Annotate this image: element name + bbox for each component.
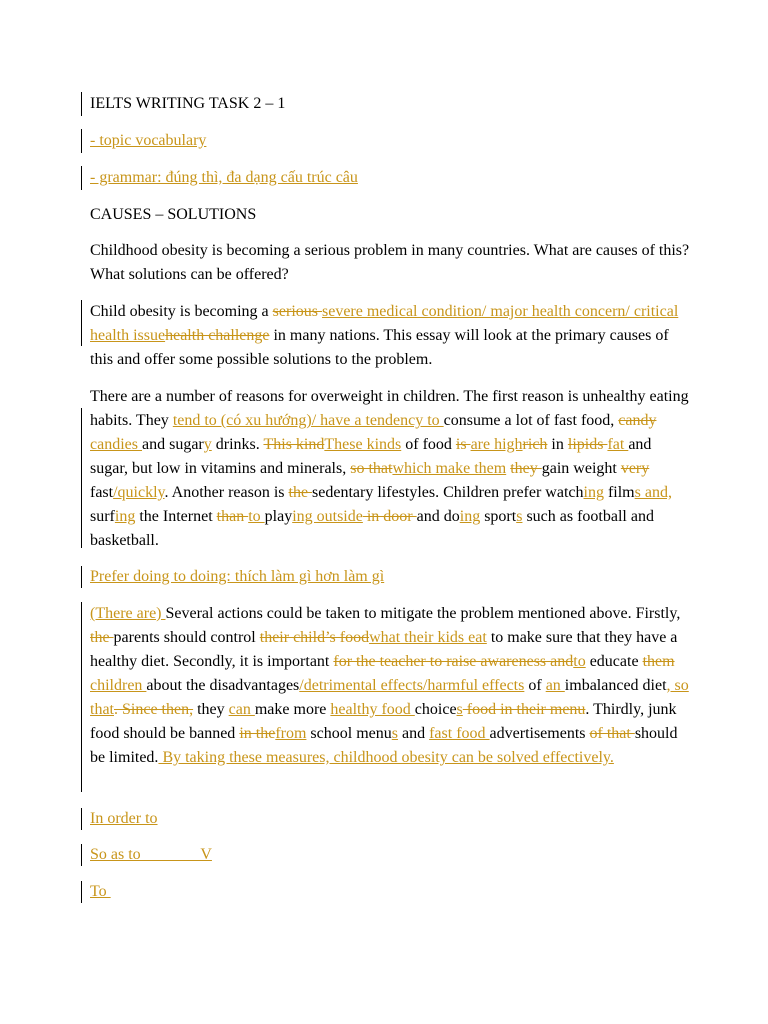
change-bar [81, 166, 82, 190]
intro-paragraph [90, 300, 690, 372]
body-text: Child obesity is becoming a [90, 303, 273, 320]
body-text: fast [90, 484, 114, 501]
inserted-text: ing [114, 508, 136, 525]
deleted-text: for the teacher to raise awareness and [333, 653, 574, 670]
inserted-text: fast food [429, 725, 490, 742]
inserted-text: , so that [90, 677, 689, 718]
inserted-text: These kinds [324, 436, 402, 453]
body-text: and sugar, but low in vitamins and minerals, [90, 436, 652, 477]
body-text: of food [401, 436, 456, 453]
body-text: gain weight [541, 460, 621, 477]
deleted-text: is [455, 436, 471, 453]
inserted-text: Prefer doing to doing: thích làm gì hơn làm gì [90, 568, 385, 585]
body-text: film [603, 484, 635, 501]
inserted-text: s [391, 725, 398, 742]
inserted-text: can [228, 701, 255, 718]
deleted-text: of that [589, 725, 635, 742]
deleted-text: health challenge [165, 327, 270, 344]
body-text: . Another reason is [164, 484, 289, 501]
change-bar [81, 566, 82, 588]
note-grammar: - grammar: đúng thì, đa dạng cấu trúc câu [90, 169, 358, 186]
inserted-text: from [275, 725, 307, 742]
note-in-order-to: In order to [90, 810, 158, 827]
deleted-text: rich [522, 436, 548, 453]
inserted-text: what their kids eat [369, 629, 487, 646]
body-text: and [397, 725, 430, 742]
deleted-text: food in their menu [462, 701, 586, 718]
inserted-text: children [90, 677, 147, 694]
body-text: advertisements [489, 725, 590, 742]
essay-prompt: Childhood obesity is becoming a serious problem in many countries. What are causes of this? What solutions can be offered? [90, 242, 690, 283]
deleted-text: lipids [567, 436, 608, 453]
causes-paragraph [90, 385, 690, 553]
body-text: educate [585, 653, 643, 670]
section-heading: CAUSES – SOLUTIONS [90, 206, 257, 223]
body-text: sport [480, 508, 517, 525]
deleted-text: in the [239, 725, 276, 742]
solutions-paragraph [90, 602, 690, 770]
note-so-as-to: So as to V [90, 846, 212, 863]
body-text: Several actions could be taken to mitigate the problem mentioned above. Firstly, [165, 605, 681, 622]
inserted-text: healthy food [330, 701, 415, 718]
inserted-text: s and, [634, 484, 672, 501]
deleted-text: so that [350, 460, 393, 477]
body-text: and sugar [141, 436, 204, 453]
body-text: of [524, 677, 546, 694]
body-text: choice [414, 701, 457, 718]
change-bar [81, 92, 82, 116]
body-text: and do [416, 508, 460, 525]
inserted-text: y [203, 436, 212, 453]
inserted-text: which make them [392, 460, 507, 477]
inserted-text: /quickly [113, 484, 165, 501]
deleted-text: the [90, 629, 114, 646]
inserted-text: severe medical condition/ major health concern/ critical health issue [90, 303, 679, 344]
document-title: IELTS WRITING TASK 2 – 1 [90, 95, 286, 112]
inserted-text: ing [459, 508, 481, 525]
inserted-text: s [516, 508, 523, 525]
inserted-text: ing [583, 484, 604, 501]
deleted-text: than [216, 508, 249, 525]
inserted-text: By taking these measures, childhood obesity can be solved effectively. [158, 749, 614, 766]
deleted-text: . Since then, [114, 701, 194, 718]
body-text: to make sure that they have a healthy diet. Secondly, it is important [90, 629, 678, 670]
deleted-text: serious [272, 303, 322, 320]
body-text: parents should control [113, 629, 260, 646]
deleted-text: the [288, 484, 313, 501]
inserted-text: tend to (có xu hướng)/ have a tendency to [172, 412, 444, 429]
body-text: drinks. [211, 436, 264, 453]
body-text: make more [254, 701, 331, 718]
body-text: There are a number of reasons for overweight in children. The first reason is unhealthy eating habits. They [90, 388, 689, 429]
body-text: such as football and basketball. [90, 508, 654, 549]
change-bar [81, 881, 82, 903]
inserted-text: to [248, 508, 265, 525]
note-to: To [90, 883, 111, 900]
body-text: school menu [306, 725, 392, 742]
deleted-text: they [510, 460, 542, 477]
body-text: play [264, 508, 293, 525]
body-text: sedentary lifestyles. Children prefer watch [312, 484, 584, 501]
inserted-text: an [545, 677, 565, 694]
inserted-text: ing outside [292, 508, 363, 525]
inserted-text: (There are) [90, 605, 166, 622]
change-bar [81, 844, 82, 866]
inserted-text: fat [607, 436, 629, 453]
inserted-text: are high [470, 436, 523, 453]
change-bar [81, 808, 82, 830]
body-text: . Thirdly, junk food should be banned [90, 701, 677, 742]
body-text: should be limited. [90, 725, 678, 766]
deleted-text: in door [362, 508, 417, 525]
change-bar [81, 408, 82, 548]
inserted-text: /detrimental effects/harmful effects [299, 677, 525, 694]
note-prefer-doing [90, 565, 690, 589]
inserted-text: to [573, 653, 586, 670]
body-text: about the disadvantages [146, 677, 300, 694]
body-text: they [193, 701, 229, 718]
inserted-text: s [456, 701, 463, 718]
body-text: in many nations. This essay will look at the primary causes of this and offer some possible solutions to the problem. [90, 327, 669, 368]
body-text: the Internet [135, 508, 217, 525]
body-text: consume a lot of fast food, [443, 412, 619, 429]
body-text: imbalanced diet [564, 677, 667, 694]
change-bar [81, 602, 82, 792]
inserted-text: candies [90, 436, 142, 453]
note-topic-vocabulary: - topic vocabulary [90, 132, 207, 149]
deleted-text: them [642, 653, 675, 670]
deleted-text: This kind [263, 436, 325, 453]
body-text: in [547, 436, 568, 453]
change-bar [81, 129, 82, 153]
deleted-text: their child’s food [259, 629, 370, 646]
body-text: surf [90, 508, 115, 525]
deleted-text: very [620, 460, 650, 477]
change-bar [81, 300, 82, 346]
deleted-text: candy [618, 412, 657, 429]
